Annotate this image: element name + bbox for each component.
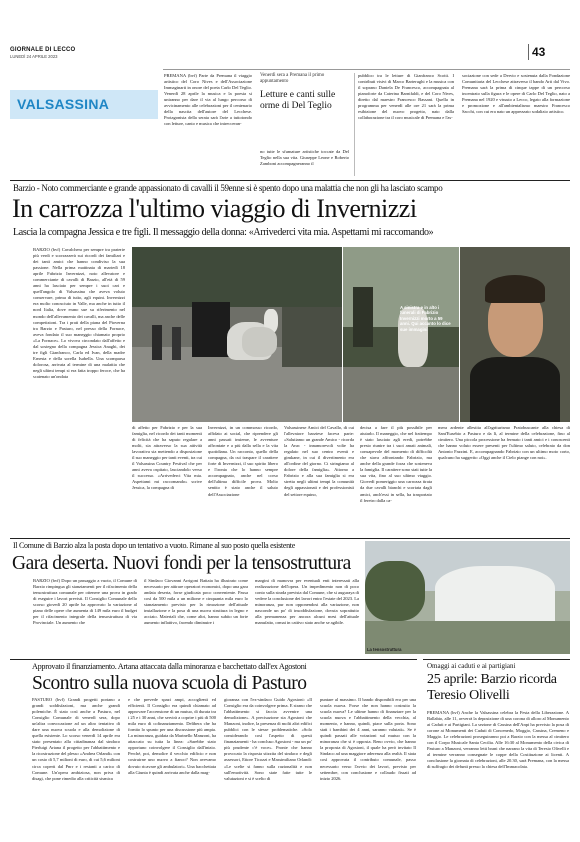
sidebar-headline: 25 aprile: Barzio ricorda Teresio Olivelli	[427, 672, 557, 703]
main-col2: di affetto per Fabrizio e per la sua famiglia, nel ricordo dei tanti momenti di felicità che ha saputo regalare a molti, sia attraverso la sua attività lavorativa sia mettendo a disposizione il suo maneggio per tanti eventi, tra cui il Valsassina Country Festival che per anni aveva ospitato, lasciandolo verso il successo. «Arrivederci Vita mia. Aspettami mi raccomando» scrive Jessica, la compagna di	[132, 425, 202, 491]
tensostruttura-photo	[365, 541, 570, 654]
main-col6: mera ardente allestita all'agriturismo Pratobuscante alla chiesa di Sant'Eusebio a Pasturo e da lì, al termine della celebrazione, fino al cimitero. Una piccola processione ha fermato i tanti amici e i conoscenti che hanno voluto essere presenti per l'ultimo saluto, celebrato da don Antonio Fazzini. E, accompagnando Fabrizio con un ultimo moto corto, qualcuno ha suggerito «Oggi anche il Cielo piange con noi».	[438, 425, 570, 461]
article3-kicker: Approvato il finanziamento. Artana attaccata dalla minoranza e bacchettato dall'ex Agostoni	[32, 662, 307, 671]
sidebar-body: PREMANA (bvf) Anche la Valsassina celebra la Festa della Liberazione. A Ballabio, alle 11, avverrà la deposizione di una corona di alloro al Monumento ai Caduti e ai Partigiani. La sezione di Cassina dell'Anpi ha previsto la posa di corone ai Monumenti dei Caduti di Concenedo, Moggio, Cassina, Cremeno e Maggio. Le celebrazioni proseguiranno poi a Barzio con la messa al cimitero con il Corpo Musicale Santa Cecilia. Alle 16:30 al Monumento della civica di Pasturo a Manzoni, verranno letti brani che narrano la vita di Teresio Olivelli e al termine verranno consegnate le coppe della Costituzione ai licenti. A conclusione la giornata di celebrazioni, alle 20.30, sarà Premana, con la messa di suffragio dei defunti presso la chiesa dell'Immacolata.	[427, 710, 569, 770]
article2-kicker: Il Comune di Barzio alza la posta dopo un tentativo a vuoto. Rimane al suo posto quella esistente	[13, 541, 295, 550]
page-number: 43	[532, 45, 546, 59]
sidebar-rule	[423, 659, 570, 660]
crowd-photo	[343, 247, 459, 422]
article2-col1: BARZIO (bvf) Dopo un passaggio a vuoto, il Comune di Barzio rimpingua gli stanziamenti per il rifacimento della tensostruttura comunale per ottenere una prova in grado di eseguire i lavori previsti. Il Consiglio Comunale dello scorso giovedì 20 aprile ha approvato la variazione al piano delle opere che aumenta di 149 mila euro il budget per il rifacimento integrale della tensostruttura di via Provinciale. Un aumento che	[33, 578, 137, 626]
paper-name: GIORNALE DI LECCO	[10, 47, 76, 53]
tensostruttura-caption: La tensostruttura	[367, 647, 402, 652]
header-divider	[528, 44, 529, 60]
main-headline: In carrozza l'ultimo viaggio di Invernizzi	[12, 194, 417, 223]
article3-headline: Scontro sulla nuova scuola di Pasturo	[32, 673, 307, 694]
sidebar-kicker: Omaggi ai caduti e ai partigiani	[427, 662, 516, 670]
section-title: VALSASSINA	[17, 96, 110, 112]
article2-col3: margini di manovra per eventuali enti interessati alla realizzazione dell'opera. Un impedimento non di poco conto sulla strada prevista dal Comune, che si auguraya di vedere la conclusione dei lavori entro l'estate del 2023. La minoranza, pur non opponendosi alla variazione, non nasconde un po' di insoddisfazione, dovuta soprattutto alla permanenza per ancora alcuni mesi dell'attuale manufatto, ormai in cattivo stato anche se agibile.	[255, 578, 359, 626]
carriage-photo	[132, 247, 342, 422]
main-subheadline: Lascia la compagna Jessica e tre figli. Il messaggio della donna: «Arrivederci vita mia. Aspettami mi raccomando»	[13, 227, 434, 238]
top-article-col4: sociazione con sede a Dervio e sostenuta dalla Fondazione Comunitaria del Lecchese attraverso il bando Arti dal Vivo. Premana sarà la prima di cinque tappe di un percorso incentrato sulla figura e le opere di Carlo Del Teglio, nato a Premana nel 1920 e vissuto a Lecco, legato alla formazione e promozione e all'ambientalismo maestro Francesco Sacchi, con cui era nato un apprezzato sodalizio artistico.	[462, 73, 570, 115]
article3-col1: PASTURO (bvf) Grandi progetti portano a grandi soddisfazioni, ma anche grandi polemiche. È stato così anche a Pasturo, nel Consiglio Comunale di venerdì sera, dopo un'altra convocazione ad un altro tentativo di dare una nuova scuola e alla demolizione di quella esistente. Lo scorso venerdì 14 aprile era stato presentato alla cittadinanza dal sindaco Pierluigi Artana il progetto per l'abbattimento e la ricostruzione del plesso «Andrea Orlandi» con un costo di 5,7 milioni di euro, di cui 5,6 milioni circa coperti dal Pnrr e i restanti a carico di Comune. Un'opera ambiziosa, non priva di disagi, che pone rimedio alla criticità sismica	[32, 697, 120, 781]
top-article-lead: Venerdì sera a Premana il primo appuntamento	[260, 73, 325, 85]
main-col1: BARZIO (bvf) Cavalchera per sempre tra praterie più verdi e scorrazzerà sui ricordi dei familiari e dei tanti amici che hanno condiviso la sua passione. Nella prima mattinata di martedì 18 aprile Fabrizio Invernizzi, noto allevatore e commerciante di cavalli di Barzio, all'età di 59 anni ha lasciato per sempre i suoi cari e quell'angolo di Valsassina che aveva voluto conservare, prima di tutto, agli equini. Invernizzi era molto conosciuto in Valle, ma anche in tutto il nord Italia, dove erano sue su riferimento nel mondo dell'allevamento dei cavalli, ma anche delle competizioni. Tra i prati della piana del Pioverna tra Barzio e Pasturo, nel presso della Fornace, aveva fondato il suo maneggio chiamato proprio «La Fornace». Lo vivova circondato dall'affetto e dal sostegno della compagna Jessica Anaghi, dei tre figli Gianfranco, Carla ed Ivan, della madre Ernesta e della sorella Isabella. Una scomparsa dolorosa, arrivata al termine di una malattia che negli ultimi tempi si era fatta troppo feroce, che ha scatenato un'ondata	[33, 247, 125, 379]
photo-caption: A sinistra e in alto i funerali di Fabrizio Invernizzi morto a 59 anni. Qui accanto lo dice sue immagini	[400, 305, 451, 332]
article3-col4: puntare al massimo. Il bando disponibili era per una scuola nuova. Forse che non hanno costruito la scuola nuova? Le ultime hanno di finanziare per la scuola nuova e l'abbattimento della vecchia, al momento, e hanno, quindi, piace sulla porta. Sono stati i bambini dei 4 anni, saranno valutati». Se è quindi passati alle votazioni sul mutuo con la minoranza che si è opposta. Reno ovvio, che hanno la proposta di Agostoni, il quale ha però invitato Il Sindaco ad una maggiore aderenza alla realtà. Il stata così approvata il contributo comunale, passo necessario verso l'avvio dei lavori, previsto per settembre, con conclusione e collaudo fissati ad inizio 2026.	[320, 697, 416, 781]
article3-rule	[10, 659, 417, 660]
top-article-col1: PREMANA (bvf) Parte da Premana il viaggio artistico del Coro Nives e dell'Associazione Immaginarti in onore del poeta Carlo Del Teglio. Venerdì 28 aprile la musica e la poesia si uniranno per dare il via al lungo percorso di avvicinamento alle celebrazioni per il centenario della nascita dell'autore del Lecchese. Protagonista della serata sarà l'arte a tuttotondo con letture, canto e musica che intrecceran-	[164, 73, 252, 127]
main-rule-top	[10, 180, 570, 181]
top-article-col3: pubblico tra le letture di Gianfranco Scotti. I contributi visivi di Marco Barterughi e la musica con il soprano Daniela De Francesco, accompagnata al pianoforte da Caterina Barnifaldi, e del Coro Nives, diretto dal maestro Francesco Bassani. Quella in programma per venerdì alle ore 21 sarà la prima esibizione del nuovo progetto, nato dalla collaborazione tra il coro musicale di Premana e l'as-	[358, 73, 454, 121]
masthead	[10, 47, 130, 59]
article3-col2: e che prevede spazi ampi, accoglienti ed efficienti. Il Consiglio era quindi chiamato ad approvare l'accensione di un mutuo, di durata tra i 25 e i 30 anni, che servirà a coprire i più di 500 mila euro di cofinanziamento. Delibera che ha fornito lo spunto per una discussione più ampia. La minoranza, guidata da Marinello Manzoni, ha attaccato su tutta la linea: «Sarebbe stato opportuno coinvolgere il Consiglio dall'inizio. Perché, poi, demolire il vecchio edificio e non costruirne uno nuovo a fianco? Non avevamo dovuto ricavare gli ambulatori». Una bacchettata alla Giunta è quindi arrivata anche dalla mag-	[128, 697, 216, 775]
portrait-photo	[460, 247, 570, 422]
main-col5: decisa a fare il più possibile per aiutarlo. Il maneggio, che nel frattempo è stato lasciato agli eredi, potrebbe presto riunire tra i suoi amati animali, consapevole del momento di difficoltà che stava affrontando Fabrizio, ma anche della grande forza che sosteneva la famiglia. Il carattere sono stati tutte la sua vita, fino al suo ultimo viaggio. Giovedì pomeriggio una carrozza tirata da due cavalli bianchi e scortata dagli amici, anch'essi in sella, ha trasportato il feretro dalla ca-	[360, 425, 432, 503]
top-article-col2: no tutte le sfumature artistiche toccate da Del Teglio nella sua vita. Giuseppe Leone e Roberto Zamboni accompagneranno il	[260, 149, 349, 167]
top-col-divider	[354, 73, 355, 176]
issue-date: LUNEDÌ 24 APRILE 2023	[10, 54, 58, 59]
main-kicker: Barzio - Noto commerciante e grande appassionato di cavalli il 59enne si è spento dopo una malattia che non gli ha lasciato scampo	[13, 183, 443, 193]
main-col4: Valsassinese Amici del Cavallo, di cui l'allevatore barziese faceva parte: «Salutiamo un grande Amico - ricorda la Avac - innamorevoli volte ha regalato nel suo centro eventi e gimkane, in cui il divertimento era all'ordine del giorno. Ci stringiamo al dolore della famiglia». Attorno a Fabrizio e alla sua famiglia si era stretta negli ultimi tempi la comunità degli appassionati e dei professionisti del settore equino,	[284, 425, 354, 497]
article2-headline: Gara deserta. Nuovi fondi per la tensostruttura	[12, 553, 351, 574]
article3-col3: gioranza con l'ex-sindaco Guido Agostoni: «Il Consiglio era da coinvolgere prima. E strano che l'abbattimento si faccia avvenire una demolizione». A precisazione sta Agostoni che Manzoni, inoltre, la presenza di molti altri edifici pubblici con le stesse problematiche. «Solo considerando così l'aspetto di questi finanziamenti - ha concluso Agostoni - ma un po' più prudente c'è voce». Pronte che hanno provocato la risposta stizzita del sindaco e degli assessori, Ettore Ticozzi e Massimiliano Orlandi: «Le scelte si fanno sulla razionalità e non sull'emotività. Sono state fatte tutte le valutazioni e si è scelto di	[224, 697, 312, 781]
top-rule	[163, 69, 570, 70]
main-col3: Invernizzi, in un commosso ricordo, affidato ai social, che riprendere gli anni passati insieme, le avventure affrontate e a più dalla sella e la vita quotidiana. Un racconto, quello della compagna, da cui traspare il carattere forte di Invernizzi, il suo spirito libero e l'ironia che lo hanno sempre accompagnato, anche nel corso dell'ultima difficile prova. Molto sentito è stato anche il saluto dell'Associazione	[208, 425, 278, 497]
article2-col2: il Sindaco Giovanni Arrigoni Battaia ha illustrato come necessario per attirare operatori economici, dopo una gara andata deserta, forse giudicata poco conveniente. Passa così da 500 mila a un milione e cinquanta mila euro lo stanziamento previsto per la rimozione dell'attuale installazione e la posa di una nuova struttura in legno e acciaio. Materiali che, come altri, hanno subito un forte aumento inflattivo, facendo diminuire i	[144, 578, 248, 626]
article2-rule	[10, 538, 570, 539]
top-article-headline: Letture e canti sulle orme di Del Teglio	[260, 90, 336, 111]
